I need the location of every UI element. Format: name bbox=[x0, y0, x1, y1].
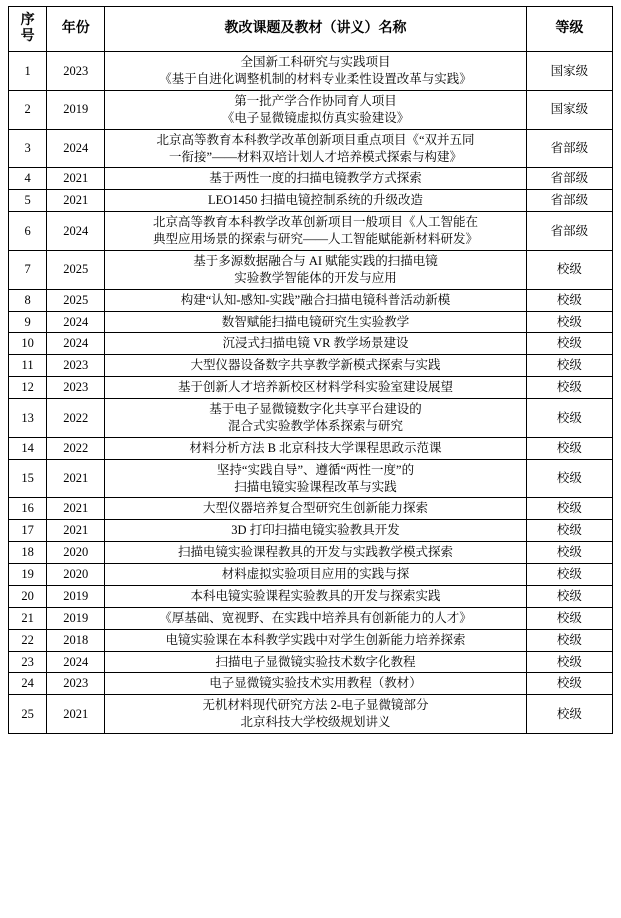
cell-year: 2022 bbox=[47, 399, 105, 438]
cell-year: 2024 bbox=[47, 651, 105, 673]
cell-level: 校级 bbox=[526, 564, 612, 586]
cell-title-line: 3D 打印扫描电镜实验教具开发 bbox=[231, 523, 400, 538]
table-row bbox=[9, 564, 613, 586]
cell-title-line: 坚持“实践自导”、遵循“两性一度”的 bbox=[216, 462, 415, 477]
cell-level: 校级 bbox=[526, 399, 612, 438]
cell-title-line: 构建“认知-感知-实践”融合扫描电镜科普活动新模 bbox=[180, 292, 451, 307]
cell-title-line: LEO1450 扫描电镜控制系统的升级改造 bbox=[208, 193, 423, 208]
cell-number: 18 bbox=[9, 542, 47, 564]
cell-year: 2024 bbox=[47, 129, 105, 168]
table-row bbox=[9, 520, 613, 542]
cell-title-line: 基于两性一度的扫描电镜教学方式探索 bbox=[209, 171, 422, 186]
cell-number: 15 bbox=[9, 459, 47, 498]
cell-number: 9 bbox=[9, 311, 47, 333]
cell-level: 国家级 bbox=[526, 52, 612, 91]
cell-level: 校级 bbox=[526, 629, 612, 651]
cell-title-line: 材料分析方法 B 北京科技大学课程思政示范课 bbox=[189, 440, 442, 455]
cell-level: 校级 bbox=[526, 585, 612, 607]
table-row bbox=[9, 168, 613, 190]
cell-year: 2024 bbox=[47, 212, 105, 251]
table-row bbox=[9, 399, 613, 438]
cell-title bbox=[105, 459, 526, 498]
cell-title bbox=[105, 607, 526, 629]
cell-title-line: 扫描电子显微镜实验技术数字化教程 bbox=[215, 654, 416, 669]
cell-year: 2023 bbox=[47, 377, 105, 399]
table-row bbox=[9, 498, 613, 520]
cell-title-line: 典型应用场景的探索与研究——人工智能赋能新材料研发》 bbox=[153, 232, 479, 247]
cell-number: 3 bbox=[9, 129, 47, 168]
cell-title-line: 材料虚拟实验项目应用的实践与探 bbox=[221, 567, 410, 582]
cell-year: 2020 bbox=[47, 564, 105, 586]
cell-number: 7 bbox=[9, 250, 47, 289]
cell-title bbox=[105, 52, 526, 91]
teaching-reform-projects-table bbox=[8, 6, 613, 734]
cell-number: 8 bbox=[9, 289, 47, 311]
cell-title bbox=[105, 377, 526, 399]
column-header-number-line2: 号 bbox=[20, 29, 35, 45]
cell-level: 校级 bbox=[526, 459, 612, 498]
cell-level: 省部级 bbox=[526, 168, 612, 190]
cell-title bbox=[105, 629, 526, 651]
cell-number: 1 bbox=[9, 52, 47, 91]
cell-title-line: 沉浸式扫描电镜 VR 教学场景建设 bbox=[222, 336, 409, 351]
cell-title-line: 《厚基础、宽视野、在实践中培养具有创新能力的人才》 bbox=[159, 610, 472, 625]
cell-title-line: 北京高等教育本科教学改革创新项目重点项目《“双并五同 bbox=[156, 132, 475, 147]
cell-year: 2023 bbox=[47, 673, 105, 695]
cell-title-line: 一衔接”——材料双培计划人才培养模式探索与构建》 bbox=[168, 149, 463, 164]
cell-title bbox=[105, 355, 526, 377]
table-row bbox=[9, 355, 613, 377]
cell-level: 校级 bbox=[526, 607, 612, 629]
cell-year: 2018 bbox=[47, 629, 105, 651]
cell-level: 校级 bbox=[526, 651, 612, 673]
cell-number: 21 bbox=[9, 607, 47, 629]
cell-title-line: 扫描电镜实验课程教具的开发与实践教学模式探索 bbox=[178, 545, 454, 560]
table-body bbox=[9, 52, 613, 734]
cell-title-line: 《基于自进化调整机制的材料专业柔性设置改革与实践》 bbox=[159, 72, 472, 87]
cell-level: 校级 bbox=[526, 542, 612, 564]
cell-number: 5 bbox=[9, 190, 47, 212]
cell-title-line: 基于电子显微镜数字化共享平台建设的 bbox=[209, 402, 422, 417]
table-row bbox=[9, 377, 613, 399]
cell-level: 国家级 bbox=[526, 90, 612, 129]
cell-title-line: 电子显微镜实验技术实用教程（教材） bbox=[209, 676, 422, 691]
cell-number: 16 bbox=[9, 498, 47, 520]
cell-level: 校级 bbox=[526, 437, 612, 459]
table-row bbox=[9, 190, 613, 212]
cell-number: 11 bbox=[9, 355, 47, 377]
cell-year: 2025 bbox=[47, 289, 105, 311]
cell-title bbox=[105, 498, 526, 520]
cell-level: 省部级 bbox=[526, 190, 612, 212]
cell-year: 2025 bbox=[47, 250, 105, 289]
table-row bbox=[9, 333, 613, 355]
cell-number: 20 bbox=[9, 585, 47, 607]
cell-level: 校级 bbox=[526, 673, 612, 695]
column-header-level: 等级 bbox=[526, 7, 612, 52]
cell-title bbox=[105, 520, 526, 542]
cell-number: 2 bbox=[9, 90, 47, 129]
cell-number: 19 bbox=[9, 564, 47, 586]
cell-level: 校级 bbox=[526, 289, 612, 311]
cell-title-line: 北京科技大学校级规划讲义 bbox=[240, 715, 391, 730]
cell-level: 校级 bbox=[526, 377, 612, 399]
column-header-title: 教改课题及教材（讲义）名称 bbox=[105, 7, 526, 52]
cell-number: 17 bbox=[9, 520, 47, 542]
cell-title bbox=[105, 564, 526, 586]
cell-number: 14 bbox=[9, 437, 47, 459]
cell-number: 24 bbox=[9, 673, 47, 695]
table-row bbox=[9, 129, 613, 168]
table-row bbox=[9, 607, 613, 629]
cell-title bbox=[105, 399, 526, 438]
cell-level: 校级 bbox=[526, 498, 612, 520]
cell-number: 6 bbox=[9, 212, 47, 251]
cell-year: 2024 bbox=[47, 333, 105, 355]
table-row bbox=[9, 250, 613, 289]
cell-year: 2021 bbox=[47, 498, 105, 520]
cell-year: 2019 bbox=[47, 585, 105, 607]
cell-level: 校级 bbox=[526, 520, 612, 542]
cell-title bbox=[105, 212, 526, 251]
table-row bbox=[9, 695, 613, 734]
cell-year: 2019 bbox=[47, 607, 105, 629]
cell-title-line: 全国新工科研究与实践项目 bbox=[240, 55, 391, 70]
cell-title-line: 基于创新人才培养新校区材料学科实验室建设展望 bbox=[178, 380, 454, 395]
cell-level: 省部级 bbox=[526, 129, 612, 168]
cell-title-line: 第一批产学合作协同育人项目 bbox=[234, 93, 397, 108]
cell-title bbox=[105, 542, 526, 564]
cell-title-line: 实验教学智能体的开发与应用 bbox=[234, 270, 397, 285]
table-row bbox=[9, 459, 613, 498]
table-row bbox=[9, 311, 613, 333]
cell-year: 2021 bbox=[47, 459, 105, 498]
cell-year: 2019 bbox=[47, 90, 105, 129]
cell-number: 4 bbox=[9, 168, 47, 190]
cell-level: 校级 bbox=[526, 695, 612, 734]
cell-title-line: 大型仪器设备数字共享教学新模式探索与实践 bbox=[190, 358, 441, 373]
cell-year: 2024 bbox=[47, 311, 105, 333]
cell-title-line: 混合式实验教学体系探索与研究 bbox=[228, 418, 404, 433]
table-header-row bbox=[9, 7, 613, 52]
table-row bbox=[9, 629, 613, 651]
table-row bbox=[9, 289, 613, 311]
cell-number: 12 bbox=[9, 377, 47, 399]
cell-year: 2020 bbox=[47, 542, 105, 564]
cell-title bbox=[105, 673, 526, 695]
cell-year: 2021 bbox=[47, 190, 105, 212]
cell-year: 2021 bbox=[47, 695, 105, 734]
cell-title bbox=[105, 437, 526, 459]
table-row bbox=[9, 437, 613, 459]
cell-title-line: 大型仪器培养复合型研究生创新能力探索 bbox=[203, 501, 429, 516]
table-row bbox=[9, 90, 613, 129]
cell-number: 22 bbox=[9, 629, 47, 651]
table-row bbox=[9, 52, 613, 91]
table-row bbox=[9, 585, 613, 607]
cell-number: 23 bbox=[9, 651, 47, 673]
cell-title bbox=[105, 168, 526, 190]
cell-title-line: 无机材料现代研究方法 2-电子显微镜部分 bbox=[202, 698, 429, 713]
cell-title-line: 本科电镜实验课程实验教具的开发与探索实践 bbox=[190, 588, 441, 603]
cell-title bbox=[105, 190, 526, 212]
cell-title bbox=[105, 90, 526, 129]
cell-level: 校级 bbox=[526, 355, 612, 377]
cell-level: 校级 bbox=[526, 333, 612, 355]
cell-number: 13 bbox=[9, 399, 47, 438]
column-header-number bbox=[9, 7, 47, 52]
cell-title-line: 数智赋能扫描电镜研究生实验教学 bbox=[221, 314, 410, 329]
column-header-year: 年份 bbox=[47, 7, 105, 52]
cell-year: 2021 bbox=[47, 520, 105, 542]
cell-title bbox=[105, 250, 526, 289]
cell-title bbox=[105, 333, 526, 355]
cell-level: 校级 bbox=[526, 250, 612, 289]
cell-year: 2021 bbox=[47, 168, 105, 190]
cell-title-line: 扫描电镜实验课程改革与实践 bbox=[234, 479, 397, 494]
cell-title-line: 电镜实验课在本科教学实践中对学生创新能力培养探索 bbox=[165, 632, 466, 647]
table-row bbox=[9, 212, 613, 251]
cell-title bbox=[105, 311, 526, 333]
cell-title bbox=[105, 585, 526, 607]
column-header-number-line1: 序 bbox=[20, 13, 35, 28]
cell-title-line: 北京高等教育本科教学改革创新项目一般项目《人工智能在 bbox=[153, 215, 479, 230]
cell-level: 校级 bbox=[526, 311, 612, 333]
cell-level: 省部级 bbox=[526, 212, 612, 251]
cell-title bbox=[105, 651, 526, 673]
cell-year: 2023 bbox=[47, 355, 105, 377]
cell-number: 10 bbox=[9, 333, 47, 355]
cell-title-line: 基于多源数据融合与 AI 赋能实践的扫描电镜 bbox=[193, 253, 438, 268]
table-header bbox=[9, 7, 613, 52]
cell-title bbox=[105, 695, 526, 734]
cell-title bbox=[105, 289, 526, 311]
cell-title-line: 《电子显微镜虚拟仿真实验建设》 bbox=[221, 110, 410, 125]
cell-number: 25 bbox=[9, 695, 47, 734]
table-row bbox=[9, 651, 613, 673]
table-row bbox=[9, 673, 613, 695]
cell-year: 2023 bbox=[47, 52, 105, 91]
table-row bbox=[9, 542, 613, 564]
cell-title bbox=[105, 129, 526, 168]
cell-year: 2022 bbox=[47, 437, 105, 459]
